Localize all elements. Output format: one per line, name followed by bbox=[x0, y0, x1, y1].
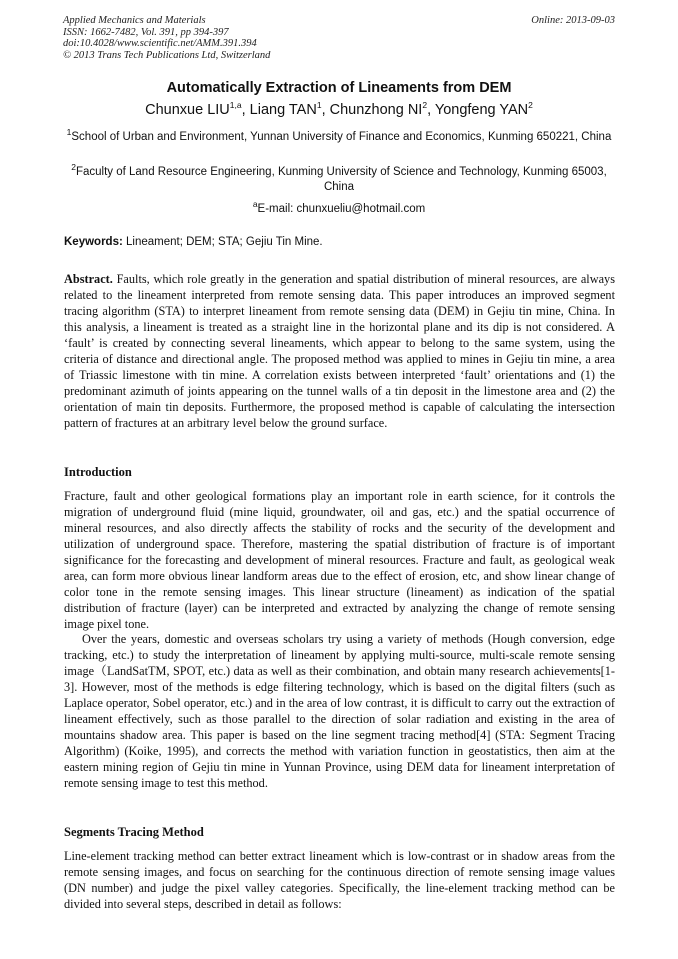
abstract bbox=[64, 271, 615, 431]
email-mark: a bbox=[252, 199, 258, 210]
keywords bbox=[64, 236, 614, 248]
journal-header bbox=[63, 15, 615, 61]
affiliation-text: Faculty of Land Resource Engineering, Kunming University of Science and Technology, Kunming 65003, China bbox=[75, 166, 607, 193]
issn-line: ISSN: 1662-7482, Vol. 391, pp 394-397 bbox=[63, 26, 229, 38]
paper-title: Automatically Extraction of Lineaments from DEM bbox=[166, 80, 512, 96]
author-email bbox=[0, 199, 678, 215]
author-name: Yongfeng YAN bbox=[434, 102, 529, 118]
author-affiliation-mark: 2 bbox=[528, 100, 533, 111]
author-affiliation-mark: 1,a bbox=[229, 100, 242, 111]
author-list: Chunxue LIU$^{1,a}$, Liang TAN$^1$, Chunzhong $NI^2$, Yongfeng YAN$^2$ bbox=[145, 100, 533, 118]
author-name: Liang TAN bbox=[249, 102, 317, 118]
author-name: Chunzhong NI bbox=[329, 102, 423, 118]
author-name: Chunxue LIU bbox=[145, 102, 230, 118]
online-date: Online: 2013-09-03 bbox=[531, 15, 615, 26]
affiliation-2 bbox=[64, 162, 614, 195]
introduction-heading: Introduction bbox=[64, 465, 132, 479]
affiliation-1 bbox=[64, 127, 614, 145]
affiliation-mark: 1 bbox=[66, 127, 72, 138]
affiliation-mark: 2 bbox=[71, 162, 76, 173]
author-affiliation-mark: 2 bbox=[422, 100, 428, 111]
affiliation-text: School of Urban and Environment, Yunnan University of Finance and Economics, Kunming 650221, China bbox=[71, 131, 612, 143]
copyright-line: © 2013 Trans Tech Publications Ltd, Switzerland bbox=[63, 49, 271, 61]
doi-line[interactable]: doi:10.4028/www.scientific.net/AMM.391.394 bbox=[63, 38, 257, 49]
author-affiliation-mark: 1 bbox=[316, 100, 322, 111]
introduction-paragraph-2: Over the years, domestic and overseas scholars try using a variety of methods (Hough conversion, edge tracking, etc.) to study the interpretation of lineament by applying multi-source, multi-scale remote sensing image（LandSatTM, SPOT, etc.) data as well as their combination, and obtain many research achievements[1-3]. However, most of the methods is edge filtering technology, which is based on the digital filters (such as Laplace operator, Sobel operator, etc.) and in the area of low contrast, it is difficult to carry out the extraction of lineament effectively, such as those parallel to the direction of solar radiation and existing in the area of mountains shadow area. This paper is based on the line segment tracing method[4] (STA: Segment Tracing Algorithm) (Koike, 1995), and corrects the method with variation function in geostatistics, then aim at the eastern mining region of Gejiu tin mine in Yunnan Province, using DEM data for lineament interpretation of remote sensing image to test this method. bbox=[64, 632, 615, 790]
keywords-label: Keywords: bbox=[64, 236, 123, 248]
segments-tracing-paragraph-1: Line-element tracking method can better extract lineament which is low-contrast or in shadow areas from the remote sensing images, and focus on searching for the continuous direction of remote sensing image values (DN number) and judge the pixel valley categories. Specifically, the line-element tracking method can be divided into several steps, described in detail as follows: bbox=[64, 849, 615, 911]
email-text[interactable]: E-mail: chunxueliu@hotmail.com bbox=[257, 203, 426, 215]
introduction-paragraph-1: Fracture, fault and other geological formations play an important role in earth science, for it controls the migration of underground fluid (mine liquid, groundwater, oil and gas, etc.) and the spatial occurrence of mineral resources, and also directly affects the stability of rocks and the security of the development and utilization of underground space. Therefore, mastering the spatial distribution of fracture is of important significance for the forecasting and development of mineral resources. Fracture and fault, as geological weak area, can form more obvious linear landform areas due to the effect of erosion, etc, and show linear change of color tone in the remote sensing images. This linear structure (lineament) as indication of the spatial distribution of fracture (layer) can be interpreted and extracted by analyzing the change of remote sensing image pixel tone. bbox=[64, 489, 615, 631]
segments-tracing-heading: Segments Tracing Method bbox=[64, 825, 204, 839]
journal-name: Applied Mechanics and Materials bbox=[63, 15, 206, 26]
abstract-label: Abstract. bbox=[64, 272, 113, 286]
keywords-text: Lineament; DEM; STA; Gejiu Tin Mine. bbox=[122, 236, 323, 248]
abstract-text: Faults, which role greatly in the generation and spatial distribution of mineral resources, are always related to the lineament interpreted from remote sensing data. This paper introduces an improved segment tracing algorithm (STA) to interpret lineament from remote sensing data (DEM) in Gejiu tin mine, China. In this analysis, a lineament is treated as a straight line in the horizontal plane and its dip is not considered. A ‘fault’ is created by connecting several lineaments, which appear to belong to the same system, using the criteria of distance and directional angle. The proposed method was applied to mines in Gejiu tin mine, a area of Triassic limestone with tin mine. A correlation exists between interpreted ‘fault’ orientations and (1) the predominant azimuth of joints appearing on the tunnel walls of a tin deposit in the limestone area and (2) the orientation of main tin deposits. Furthermore, the proposed method is capable of calculating the intersection pattern of fractures at an arbitrary level below the ground surface. bbox=[64, 272, 615, 430]
